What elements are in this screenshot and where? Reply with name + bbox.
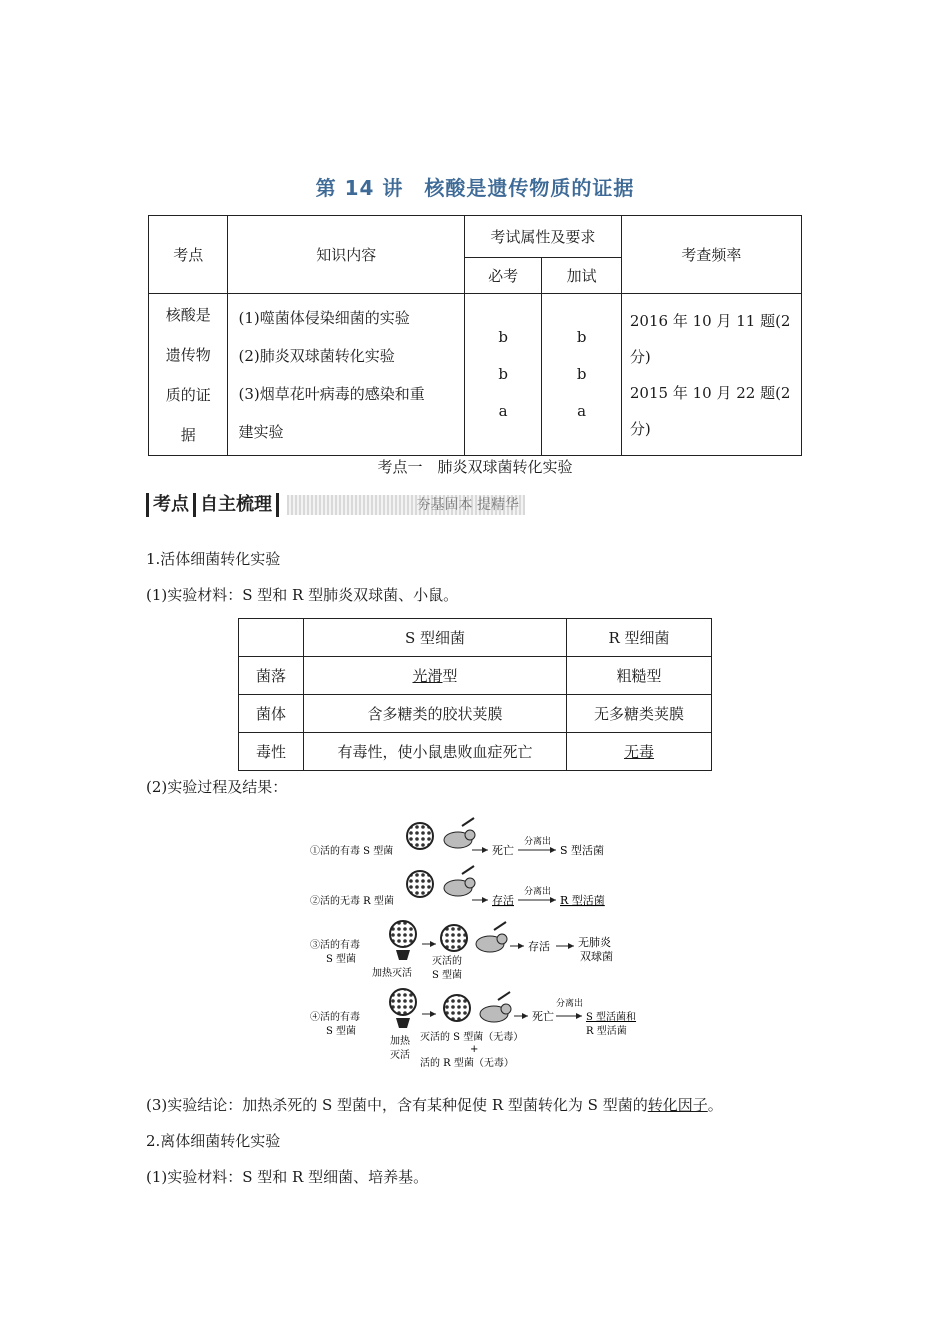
row3-final: 双球菌 (580, 950, 613, 963)
row4-label: S 型菌 (326, 1026, 357, 1037)
content-line: 建实验 (238, 422, 284, 441)
burner-icon (396, 950, 410, 960)
row1-separator-label: 分离出 (524, 837, 552, 847)
header-content: 知识内容 (228, 216, 464, 294)
header-freq: 考查频率 (621, 216, 801, 294)
row3-final: 无肺炎 (578, 936, 611, 949)
s-colony-cell (304, 657, 567, 695)
row4-heat-label: 加热 (390, 1036, 410, 1047)
freq-line: 分) (629, 419, 651, 438)
header-attr: 考试属性及要求 (464, 216, 621, 258)
bikao-value: b (498, 365, 508, 383)
table2-header: S 型细菌 (304, 619, 567, 657)
row2-result: 存活 (492, 894, 514, 907)
petri-dish-icon (390, 989, 416, 1015)
row2-separator-label: 分离出 (524, 887, 552, 897)
mouse-icon (444, 866, 475, 896)
paragraph-materials-2: (1)实验材料：S 型和 R 型细菌、培养基。 (146, 1168, 429, 1186)
row3-label: ③活的有毒 (310, 940, 360, 951)
conclusion-text: (3)实验结论：加热杀死的 S 型菌中，含有某种促使 R 型菌转化为 S 型菌的 (146, 1096, 648, 1114)
row1-final: S 型活菌 (560, 844, 605, 857)
freq-line: 2016 年 10 月 11 题(2 (629, 311, 791, 330)
r-body-cell: 无多糖类荚膜 (567, 695, 712, 733)
cell-freq (621, 294, 801, 456)
row4-separator-label: 分离出 (556, 999, 584, 1009)
petri-dish-icon (441, 925, 467, 951)
kaodian-line: 遗传物 (165, 345, 211, 364)
petri-dish-icon (407, 871, 433, 897)
row2-label: ②活的无毒 R 型菌 (310, 896, 394, 907)
row4-label: ④活的有毒 (310, 1012, 360, 1023)
kaodian-line: 核酸是 (165, 305, 211, 324)
row3-dead-label: 灭活的 (432, 956, 462, 967)
cell-jiashi (542, 294, 621, 456)
row4-heat-label: 灭活 (390, 1050, 410, 1061)
banner-subtitle: 夯基固本 提精华 (287, 495, 525, 515)
section-caption: 考点一 肺炎双球菌转化实验 (377, 458, 573, 476)
r-toxicity-answer: 无毒 (623, 743, 654, 761)
row-label: 毒性 (239, 733, 304, 771)
row2-final: R 型活菌 (560, 894, 605, 907)
row-label: 菌体 (239, 695, 304, 733)
row3-result: 存活 (528, 940, 550, 953)
paragraph-process: (2)实验过程及结果： (146, 778, 288, 796)
bacteria-comparison-table (238, 618, 712, 771)
conclusion-end: 。 (707, 1096, 723, 1114)
cell-bikao (464, 294, 541, 456)
mouse-icon (480, 992, 511, 1022)
r-colony-cell: 粗糙型 (567, 657, 712, 695)
bikao-value: b (498, 328, 508, 346)
section-heading-2: 2.离体细菌转化实验 (146, 1132, 281, 1150)
row4-result: 死亡 (532, 1010, 554, 1023)
conclusion-answer: 转化因子 (647, 1096, 708, 1114)
cell-content (228, 294, 464, 456)
row4-final: S 型活菌和 (586, 1012, 637, 1023)
r-toxicity-cell (567, 733, 712, 771)
jiashi-value: b (576, 328, 587, 346)
exam-requirements-table (148, 215, 802, 456)
table2-header: R 型细菌 (567, 619, 712, 657)
row3-label: S 型菌 (326, 954, 357, 965)
row3-heat-label: 加热灭活 (372, 968, 412, 979)
petri-dish-icon (390, 921, 416, 947)
row1-result: 死亡 (492, 844, 514, 857)
s-toxicity-cell: 有毒性，使小鼠患败血症死亡 (304, 733, 567, 771)
petri-dish-icon (444, 995, 470, 1021)
row-label: 菌落 (239, 657, 304, 695)
banner-label-kaodian: 考点 (146, 493, 196, 517)
kaodian-line: 质的证 (165, 385, 211, 404)
jiashi-value: b (576, 365, 587, 383)
banner-label-zizhu: 自主梳理 (196, 493, 279, 517)
row4-mix-label: 活的 R 型菌（无毒） (420, 1058, 514, 1069)
header-bikao: 必考 (464, 258, 541, 294)
section-heading-1: 1.活体细菌转化实验 (146, 550, 281, 568)
kaodian-line: 据 (180, 425, 196, 444)
burner-icon (396, 1018, 410, 1028)
section-banner (146, 492, 525, 518)
s-body-cell: 含多糖类的胶状荚膜 (304, 695, 567, 733)
paragraph-materials: (1)实验材料：S 型和 R 型肺炎双球菌、小鼠。 (146, 586, 459, 604)
cell-kaodian (149, 294, 228, 456)
header-kaodian: 考点 (149, 216, 228, 294)
page-title: 第 14 讲 核酸是遗传物质的证据 (315, 176, 635, 200)
jiashi-value: a (577, 402, 587, 420)
row4-plus: + (470, 1044, 479, 1055)
content-line: (2)肺炎双球菌转化实验 (238, 346, 395, 365)
transformation-experiment-diagram (300, 812, 660, 1074)
freq-line: 2015 年 10 月 22 题(2 (629, 383, 791, 402)
row1-label: ①活的有毒 S 型菌 (310, 846, 394, 857)
bikao-value: a (498, 402, 508, 420)
header-jiashi: 加试 (542, 258, 621, 294)
s-colony-rest: 型 (442, 667, 458, 685)
mouse-icon (476, 922, 507, 952)
row4-final: R 型活菌 (586, 1026, 627, 1037)
petri-dish-icon (407, 823, 433, 849)
content-line: (1)噬菌体侵染细菌的实验 (238, 308, 410, 327)
s-colony-answer: 光滑 (412, 667, 443, 685)
freq-line: 分) (629, 347, 651, 366)
mouse-icon (444, 818, 475, 848)
content-line: (3)烟草花叶病毒的感染和重 (238, 384, 425, 403)
table2-header (239, 619, 304, 657)
paragraph-conclusion (146, 1094, 723, 1115)
row3-dead-label: S 型菌 (432, 970, 463, 981)
row4-mix-label: 灭活的 S 型菌（无毒） (420, 1032, 524, 1043)
